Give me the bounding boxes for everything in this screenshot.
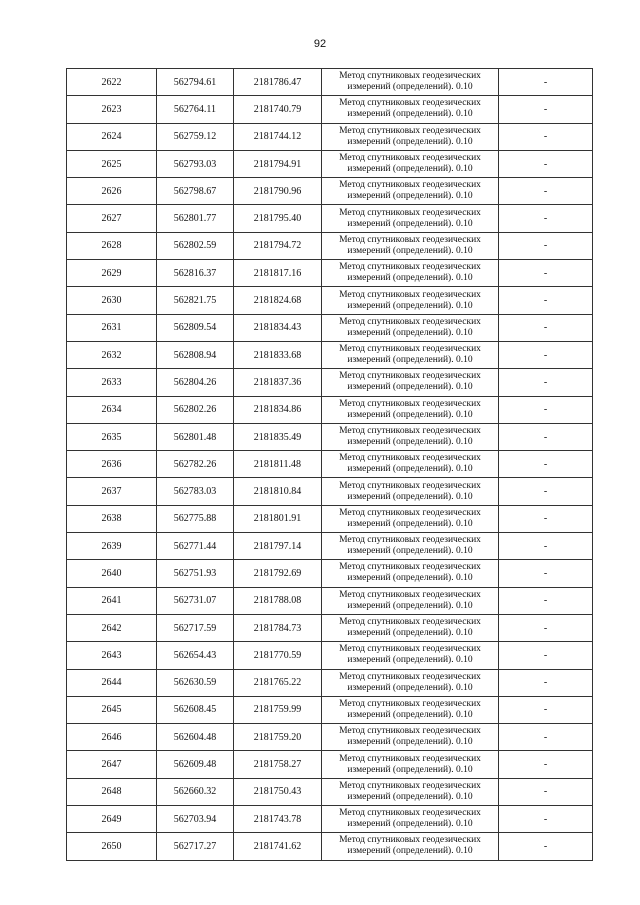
point-number-cell: 2643	[67, 642, 157, 669]
point-number-cell: 2631	[67, 314, 157, 341]
note-cell: -	[499, 260, 593, 287]
y-coordinate-cell: 2181759.99	[234, 696, 322, 723]
table-row	[67, 833, 593, 860]
x-coordinate-cell: 562717.27	[157, 833, 234, 860]
x-coordinate-cell: 562802.26	[157, 396, 234, 423]
x-coordinate-cell: 562764.11	[157, 96, 234, 123]
x-coordinate-cell: 562604.48	[157, 724, 234, 751]
method-cell: Метод спутниковых геодезических измерений (определений). 0.10	[322, 178, 499, 205]
x-coordinate-cell: 562809.54	[157, 314, 234, 341]
method-cell: Метод спутниковых геодезических измерений (определений). 0.10	[322, 451, 499, 478]
note-cell: -	[499, 806, 593, 833]
note-cell: -	[499, 642, 593, 669]
method-cell: Метод спутниковых геодезических измерений (определений). 0.10	[322, 751, 499, 778]
note-cell: -	[499, 587, 593, 614]
note-cell: -	[499, 505, 593, 532]
table-row	[67, 260, 593, 287]
table-row	[67, 642, 593, 669]
y-coordinate-cell: 2181835.49	[234, 423, 322, 450]
y-coordinate-cell: 2181810.84	[234, 478, 322, 505]
table-row	[67, 232, 593, 259]
point-number-cell: 2639	[67, 533, 157, 560]
table-row	[67, 778, 593, 805]
table-row	[67, 451, 593, 478]
table-row	[67, 560, 593, 587]
table-row	[67, 123, 593, 150]
note-cell: -	[499, 396, 593, 423]
point-number-cell: 2628	[67, 232, 157, 259]
method-cell: Метод спутниковых геодезических измерений (определений). 0.10	[322, 642, 499, 669]
note-cell: -	[499, 451, 593, 478]
note-cell: -	[499, 69, 593, 96]
table-row	[67, 696, 593, 723]
y-coordinate-cell: 2181833.68	[234, 341, 322, 368]
y-coordinate-cell: 2181834.86	[234, 396, 322, 423]
method-cell: Метод спутниковых геодезических измерений (определений). 0.10	[322, 69, 499, 96]
point-number-cell: 2625	[67, 150, 157, 177]
method-cell: Метод спутниковых геодезических измерений (определений). 0.10	[322, 778, 499, 805]
table-row	[67, 478, 593, 505]
y-coordinate-cell: 2181811.48	[234, 451, 322, 478]
point-number-cell: 2629	[67, 260, 157, 287]
y-coordinate-cell: 2181784.73	[234, 614, 322, 641]
y-coordinate-cell: 2181743.78	[234, 806, 322, 833]
method-cell: Метод спутниковых геодезических измерений (определений). 0.10	[322, 833, 499, 860]
point-number-cell: 2649	[67, 806, 157, 833]
x-coordinate-cell: 562717.59	[157, 614, 234, 641]
coordinates-table-body	[67, 69, 593, 861]
x-coordinate-cell: 562751.93	[157, 560, 234, 587]
method-cell: Метод спутниковых геодезических измерений (определений). 0.10	[322, 696, 499, 723]
table-row	[67, 341, 593, 368]
point-number-cell: 2648	[67, 778, 157, 805]
point-number-cell: 2645	[67, 696, 157, 723]
table-row	[67, 314, 593, 341]
x-coordinate-cell: 562801.77	[157, 205, 234, 232]
table-row	[67, 423, 593, 450]
point-number-cell: 2622	[67, 69, 157, 96]
x-coordinate-cell: 562808.94	[157, 341, 234, 368]
note-cell: -	[499, 314, 593, 341]
note-cell: -	[499, 178, 593, 205]
y-coordinate-cell: 2181797.14	[234, 533, 322, 560]
method-cell: Метод спутниковых геодезических измерений (определений). 0.10	[322, 205, 499, 232]
y-coordinate-cell: 2181786.47	[234, 69, 322, 96]
y-coordinate-cell: 2181758.27	[234, 751, 322, 778]
method-cell: Метод спутниковых геодезических измерений (определений). 0.10	[322, 806, 499, 833]
note-cell: -	[499, 696, 593, 723]
y-coordinate-cell: 2181788.08	[234, 587, 322, 614]
note-cell: -	[499, 423, 593, 450]
x-coordinate-cell: 562794.61	[157, 69, 234, 96]
note-cell: -	[499, 833, 593, 860]
x-coordinate-cell: 562793.03	[157, 150, 234, 177]
x-coordinate-cell: 562801.48	[157, 423, 234, 450]
x-coordinate-cell: 562821.75	[157, 287, 234, 314]
method-cell: Метод спутниковых геодезических измерений (определений). 0.10	[322, 505, 499, 532]
method-cell: Метод спутниковых геодезических измерений (определений). 0.10	[322, 587, 499, 614]
y-coordinate-cell: 2181792.69	[234, 560, 322, 587]
method-cell: Метод спутниковых геодезических измерений (определений). 0.10	[322, 614, 499, 641]
point-number-cell: 2650	[67, 833, 157, 860]
table-row	[67, 287, 593, 314]
point-number-cell: 2636	[67, 451, 157, 478]
table-row	[67, 587, 593, 614]
point-number-cell: 2630	[67, 287, 157, 314]
x-coordinate-cell: 562609.48	[157, 751, 234, 778]
point-number-cell: 2641	[67, 587, 157, 614]
y-coordinate-cell: 2181759.20	[234, 724, 322, 751]
x-coordinate-cell: 562783.03	[157, 478, 234, 505]
table-row	[67, 396, 593, 423]
method-cell: Метод спутниковых геодезических измерений (определений). 0.10	[322, 96, 499, 123]
note-cell: -	[499, 96, 593, 123]
point-number-cell: 2644	[67, 669, 157, 696]
method-cell: Метод спутниковых геодезических измерений (определений). 0.10	[322, 396, 499, 423]
note-cell: -	[499, 751, 593, 778]
coordinates-table	[66, 68, 593, 861]
table-row	[67, 533, 593, 560]
method-cell: Метод спутниковых геодезических измерений (определений). 0.10	[322, 260, 499, 287]
point-number-cell: 2638	[67, 505, 157, 532]
table-row	[67, 751, 593, 778]
point-number-cell: 2635	[67, 423, 157, 450]
y-coordinate-cell: 2181817.16	[234, 260, 322, 287]
y-coordinate-cell: 2181795.40	[234, 205, 322, 232]
method-cell: Метод спутниковых геодезических измерений (определений). 0.10	[322, 314, 499, 341]
point-number-cell: 2634	[67, 396, 157, 423]
x-coordinate-cell: 562703.94	[157, 806, 234, 833]
x-coordinate-cell: 562782.26	[157, 451, 234, 478]
y-coordinate-cell: 2181740.79	[234, 96, 322, 123]
method-cell: Метод спутниковых геодезических измерений (определений). 0.10	[322, 478, 499, 505]
y-coordinate-cell: 2181741.62	[234, 833, 322, 860]
table-row	[67, 150, 593, 177]
note-cell: -	[499, 287, 593, 314]
table-row	[67, 806, 593, 833]
point-number-cell: 2632	[67, 341, 157, 368]
note-cell: -	[499, 533, 593, 560]
x-coordinate-cell: 562630.59	[157, 669, 234, 696]
method-cell: Метод спутниковых геодезических измерений (определений). 0.10	[322, 341, 499, 368]
point-number-cell: 2624	[67, 123, 157, 150]
page-number: 92	[313, 38, 327, 50]
y-coordinate-cell: 2181770.59	[234, 642, 322, 669]
table-row	[67, 69, 593, 96]
x-coordinate-cell: 562731.07	[157, 587, 234, 614]
x-coordinate-cell: 562802.59	[157, 232, 234, 259]
x-coordinate-cell: 562608.45	[157, 696, 234, 723]
x-coordinate-cell: 562804.26	[157, 369, 234, 396]
table-row	[67, 669, 593, 696]
note-cell: -	[499, 724, 593, 751]
y-coordinate-cell: 2181801.91	[234, 505, 322, 532]
point-number-cell: 2640	[67, 560, 157, 587]
note-cell: -	[499, 669, 593, 696]
x-coordinate-cell: 562660.32	[157, 778, 234, 805]
table-row	[67, 369, 593, 396]
note-cell: -	[499, 341, 593, 368]
point-number-cell: 2647	[67, 751, 157, 778]
point-number-cell: 2637	[67, 478, 157, 505]
note-cell: -	[499, 778, 593, 805]
y-coordinate-cell: 2181744.12	[234, 123, 322, 150]
x-coordinate-cell: 562816.37	[157, 260, 234, 287]
note-cell: -	[499, 150, 593, 177]
y-coordinate-cell: 2181837.36	[234, 369, 322, 396]
y-coordinate-cell: 2181750.43	[234, 778, 322, 805]
x-coordinate-cell: 562798.67	[157, 178, 234, 205]
y-coordinate-cell: 2181790.96	[234, 178, 322, 205]
x-coordinate-cell: 562771.44	[157, 533, 234, 560]
method-cell: Метод спутниковых геодезических измерений (определений). 0.10	[322, 669, 499, 696]
method-cell: Метод спутниковых геодезических измерений (определений). 0.10	[322, 150, 499, 177]
y-coordinate-cell: 2181765.22	[234, 669, 322, 696]
table-row	[67, 505, 593, 532]
note-cell: -	[499, 369, 593, 396]
point-number-cell: 2623	[67, 96, 157, 123]
point-number-cell: 2626	[67, 178, 157, 205]
method-cell: Метод спутниковых геодезических измерений (определений). 0.10	[322, 560, 499, 587]
table-row	[67, 96, 593, 123]
table-row	[67, 724, 593, 751]
method-cell: Метод спутниковых геодезических измерений (определений). 0.10	[322, 369, 499, 396]
method-cell: Метод спутниковых геодезических измерений (определений). 0.10	[322, 232, 499, 259]
table-row	[67, 178, 593, 205]
table-row	[67, 205, 593, 232]
note-cell: -	[499, 560, 593, 587]
method-cell: Метод спутниковых геодезических измерений (определений). 0.10	[322, 287, 499, 314]
y-coordinate-cell: 2181824.68	[234, 287, 322, 314]
table-row	[67, 614, 593, 641]
point-number-cell: 2633	[67, 369, 157, 396]
x-coordinate-cell: 562759.12	[157, 123, 234, 150]
method-cell: Метод спутниковых геодезических измерений (определений). 0.10	[322, 423, 499, 450]
x-coordinate-cell: 562775.88	[157, 505, 234, 532]
y-coordinate-cell: 2181794.72	[234, 232, 322, 259]
note-cell: -	[499, 232, 593, 259]
y-coordinate-cell: 2181834.43	[234, 314, 322, 341]
y-coordinate-cell: 2181794.91	[234, 150, 322, 177]
method-cell: Метод спутниковых геодезических измерений (определений). 0.10	[322, 724, 499, 751]
note-cell: -	[499, 205, 593, 232]
method-cell: Метод спутниковых геодезических измерений (определений). 0.10	[322, 533, 499, 560]
note-cell: -	[499, 614, 593, 641]
point-number-cell: 2642	[67, 614, 157, 641]
x-coordinate-cell: 562654.43	[157, 642, 234, 669]
note-cell: -	[499, 123, 593, 150]
method-cell: Метод спутниковых геодезических измерений (определений). 0.10	[322, 123, 499, 150]
point-number-cell: 2646	[67, 724, 157, 751]
point-number-cell: 2627	[67, 205, 157, 232]
note-cell: -	[499, 478, 593, 505]
